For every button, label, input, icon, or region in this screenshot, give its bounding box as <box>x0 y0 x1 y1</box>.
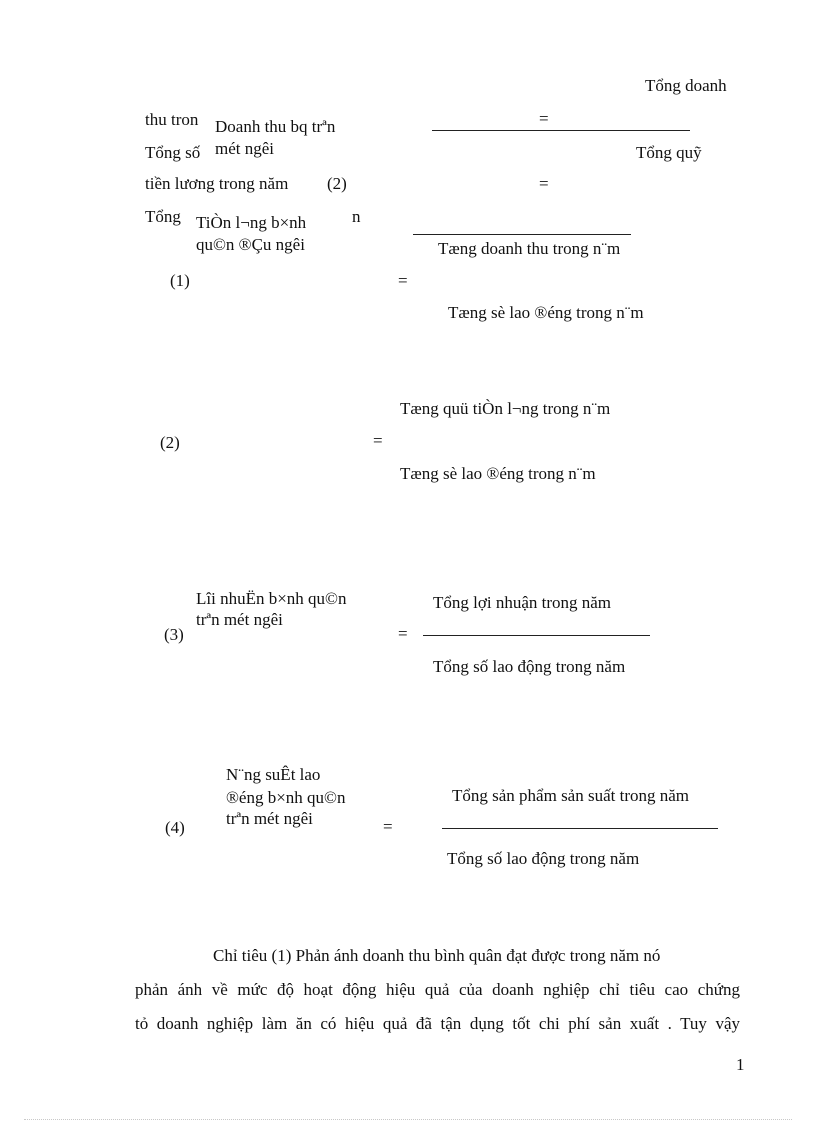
formula4-denominator: Tổng số lao động trong năm <box>447 849 640 868</box>
formula2-numerator: Tæng quü tiÒn l¬ng trong n¨m <box>400 399 611 418</box>
formula2-equals: = <box>373 431 383 450</box>
tong-quy-text: Tổng quỹ <box>636 143 702 162</box>
tong-so-text: Tổng số <box>145 143 201 162</box>
tong-doanh-text: Tổng doanh <box>645 76 727 95</box>
equals-sign-top: = <box>539 109 549 128</box>
thu-tron-text: thu tron <box>145 110 199 129</box>
formula1-number: (1) <box>170 271 190 290</box>
formula4-label-line3: trªn mét ngêi <box>226 809 313 828</box>
formula3-number: (3) <box>164 625 184 644</box>
formula3-label-line1: Lîi nhuËn b×nh qu©n <box>196 589 347 608</box>
formula2-denominator: Tæng sè lao ®éng trong n¨m <box>400 464 596 483</box>
formula4-label-line2: ®éng b×nh qu©n <box>226 788 346 807</box>
tien-luong-text: tiền lương trong năm <box>145 174 289 193</box>
stray-n-text: n <box>352 207 361 226</box>
formula2-number: (2) <box>160 433 180 452</box>
page-number: 1 <box>736 1055 745 1074</box>
formula3-equals: = <box>398 624 408 643</box>
formula4-numerator: Tổng sản phẩm sản suất trong năm <box>452 786 690 805</box>
formula3-label-line2: trªn mét ngêi <box>196 610 283 629</box>
paragraph-line-3: tỏ doanh nghiệp làm ăn có hiệu quả đã tận dụng tốt chi phí sản xuất . Tuy vậy <box>135 1014 740 1033</box>
formula1-numerator: Tæng doanh thu trong n¨m <box>438 239 621 258</box>
formula4-fraction-rule <box>442 828 718 829</box>
fraction-rule-top <box>432 130 690 131</box>
doanh-thu-label-line1: Doanh thu bq trªn <box>215 117 336 136</box>
page-bottom-border <box>24 1119 792 1120</box>
formula1-equals: = <box>398 271 408 290</box>
formula4-label-line1: N¨ng suÊt lao <box>226 765 321 784</box>
paragraph-line-1: Chỉ tiêu (1) Phản ánh doanh thu bình quân đạt được trong năm nó <box>213 946 661 965</box>
formula1-denominator: Tæng sè lao ®éng trong n¨m <box>448 303 644 322</box>
paragraph-line-2: phản ánh về mức độ hoạt động hiệu quả của doanh nghiệp chỉ tiêu cao chứng <box>135 980 740 999</box>
paren-2-inline: (2) <box>327 174 347 193</box>
formula3-numerator: Tổng lợi nhuận trong năm <box>433 593 612 612</box>
formula3-denominator: Tổng số lao động trong năm <box>433 657 626 676</box>
formula4-equals: = <box>383 817 393 836</box>
doanh-thu-label-line2: mét ngêi <box>215 139 275 158</box>
formula4-number: (4) <box>165 818 185 837</box>
tong-text: Tổng <box>145 207 181 226</box>
tien-luong-label-line2: qu©n ®Çu ngêi <box>196 235 305 254</box>
formula3-fraction-rule <box>423 635 650 636</box>
fraction-rule-2 <box>413 234 631 235</box>
tien-luong-label-line1: TiÒn l¬ng b×nh <box>196 213 307 232</box>
equals-sign-mid: = <box>539 174 549 193</box>
